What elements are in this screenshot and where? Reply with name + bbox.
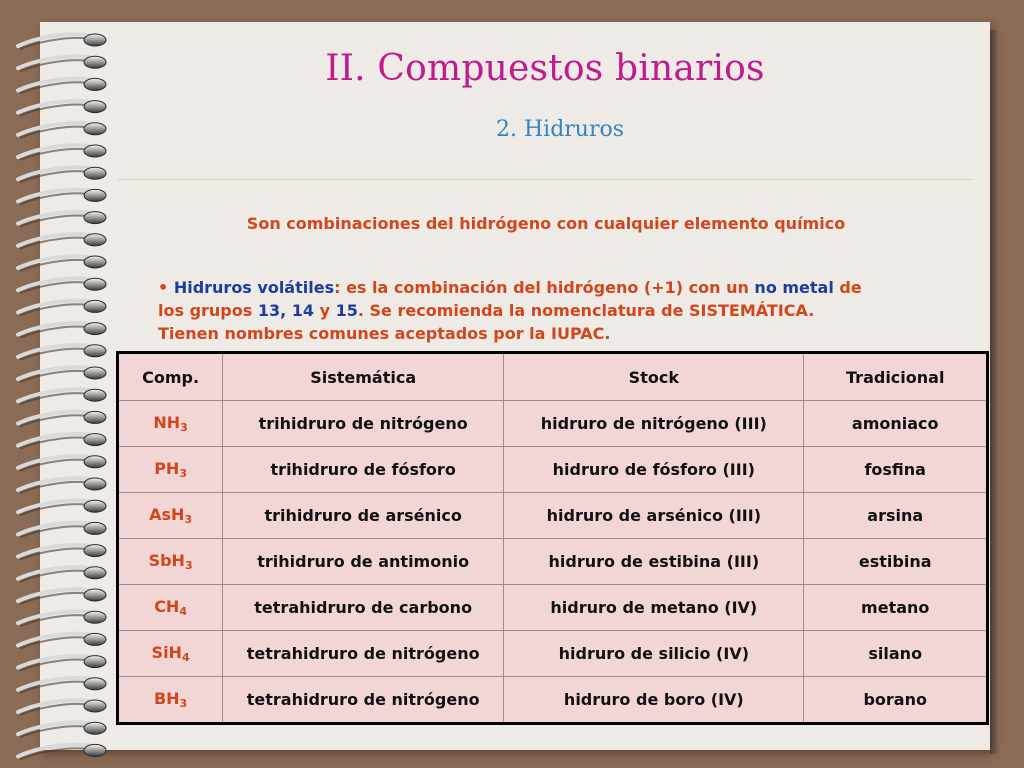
ring-knob <box>84 389 106 401</box>
tradicional-cell: silano <box>804 631 988 677</box>
table-row <box>118 539 988 585</box>
bullet-line-1 <box>158 276 958 299</box>
ring-knob <box>84 411 106 423</box>
ring-knob <box>84 589 106 601</box>
stock-cell: hidruro de silicio (IV) <box>504 631 804 677</box>
stock-cell: hidruro de estibina (III) <box>504 539 804 585</box>
header-stock: Stock <box>504 353 804 401</box>
ring-knob <box>84 167 106 179</box>
bullet-marker: • <box>158 278 169 297</box>
ring-knob <box>84 145 106 157</box>
bullet-colon: : <box>334 278 341 297</box>
stock-cell: hidruro de arsénico (III) <box>504 493 804 539</box>
bullet-text-5: . Se recomienda la nomenclatura de SISTEMÁTICA. <box>357 301 815 320</box>
sistematica-cell: trihidruro de nitrógeno <box>223 401 504 447</box>
table-row <box>118 447 988 493</box>
ring-knob <box>84 345 106 357</box>
formula-cell: SiH$_4$ <box>118 631 223 677</box>
formula-cell: AsH$_3$ <box>118 493 223 539</box>
hydrides-table <box>116 351 989 725</box>
ring-knob <box>84 478 106 490</box>
ring-knob <box>84 34 106 46</box>
ring-knob <box>84 234 106 246</box>
table-row <box>118 585 988 631</box>
stock-cell: hidruro de boro (IV) <box>504 677 804 724</box>
bullet-line-3: Tienen nombres comunes aceptados por la IUPAC. <box>158 324 611 343</box>
tradicional-cell: fosfina <box>804 447 988 493</box>
tradicional-cell: amoniaco <box>804 401 988 447</box>
sistematica-cell: tetrahidruro de nitrógeno <box>223 677 504 724</box>
bullet-paragraph <box>158 276 958 345</box>
bullet-nonmetal: no metal <box>754 278 834 297</box>
stock-cell: hidruro de nitrógeno (III) <box>504 401 804 447</box>
ring-knob <box>84 611 106 623</box>
table-row <box>118 677 988 724</box>
intro-text: Son combinaciones del hidrógeno con cualquier elemento químico <box>246 214 846 233</box>
header-tradicional: Tradicional <box>804 353 988 401</box>
ring-knob <box>84 434 106 446</box>
sistematica-cell: trihidruro de fósforo <box>223 447 504 493</box>
ring-knob <box>84 300 106 312</box>
divider-line <box>118 179 973 180</box>
sistematica-cell: trihidruro de arsénico <box>223 493 504 539</box>
ring-knob <box>84 678 106 690</box>
formula-cell: $BH_3$ <box>118 677 223 724</box>
bullet-group-15: 15 <box>335 301 358 320</box>
ring-knob <box>84 722 106 734</box>
slide-title: II. Compuestos binarios <box>325 48 765 89</box>
sistematica-cell: tetrahidruro de nitrógeno <box>223 631 504 677</box>
stock-cell: hidruro de fósforo (III) <box>504 447 804 493</box>
bullet-text-3: los grupos <box>158 301 258 320</box>
ring-knob <box>84 101 106 113</box>
table-row <box>118 401 988 447</box>
bullet-groups: 13, 14 <box>257 301 315 320</box>
tradicional-cell: metano <box>804 585 988 631</box>
formula-cell: SbH$_3$ <box>118 539 223 585</box>
tradicional-cell: arsina <box>804 493 988 539</box>
ring-knob <box>84 567 106 579</box>
table-header-row <box>118 353 988 401</box>
ring-knob <box>84 633 106 645</box>
ring-knob <box>84 189 106 201</box>
stock-cell: hidruro de metano (IV) <box>504 585 804 631</box>
table-row <box>118 631 988 677</box>
ring-knob <box>84 278 106 290</box>
header-comp: Comp. <box>118 353 223 401</box>
formula-cell: $NH_3$ <box>118 401 223 447</box>
bullet-term: Hidruros volátiles <box>173 278 335 297</box>
ring-knob <box>84 367 106 379</box>
table-row <box>118 493 988 539</box>
ring-knob <box>84 456 106 468</box>
formula-cell: $PH_3$ <box>118 447 223 493</box>
header-sistematica: Sistemática <box>223 353 504 401</box>
ring-knob <box>84 744 106 756</box>
ring-knob <box>84 700 106 712</box>
ring-knob <box>84 256 106 268</box>
spiral-binding-icon <box>0 0 120 768</box>
ring-knob <box>84 656 106 668</box>
bullet-text-1: es la combinación del hidrógeno (+1) con un <box>340 278 755 297</box>
formula-cell: $CH_4$ <box>118 585 223 631</box>
sistematica-cell: trihidruro de antimonio <box>223 539 504 585</box>
bullet-line-2 <box>158 299 958 322</box>
sistematica-cell: tetrahidruro de carbono <box>223 585 504 631</box>
bullet-text-2: de <box>833 278 862 297</box>
bullet-text-4: y <box>314 301 336 320</box>
ring-knob <box>84 545 106 557</box>
ring-knob <box>84 500 106 512</box>
ring-knob <box>84 323 106 335</box>
slide-subtitle: 2. Hidruros <box>495 117 625 142</box>
ring-knob <box>84 522 106 534</box>
tradicional-cell: estibina <box>804 539 988 585</box>
tradicional-cell: borano <box>804 677 988 724</box>
